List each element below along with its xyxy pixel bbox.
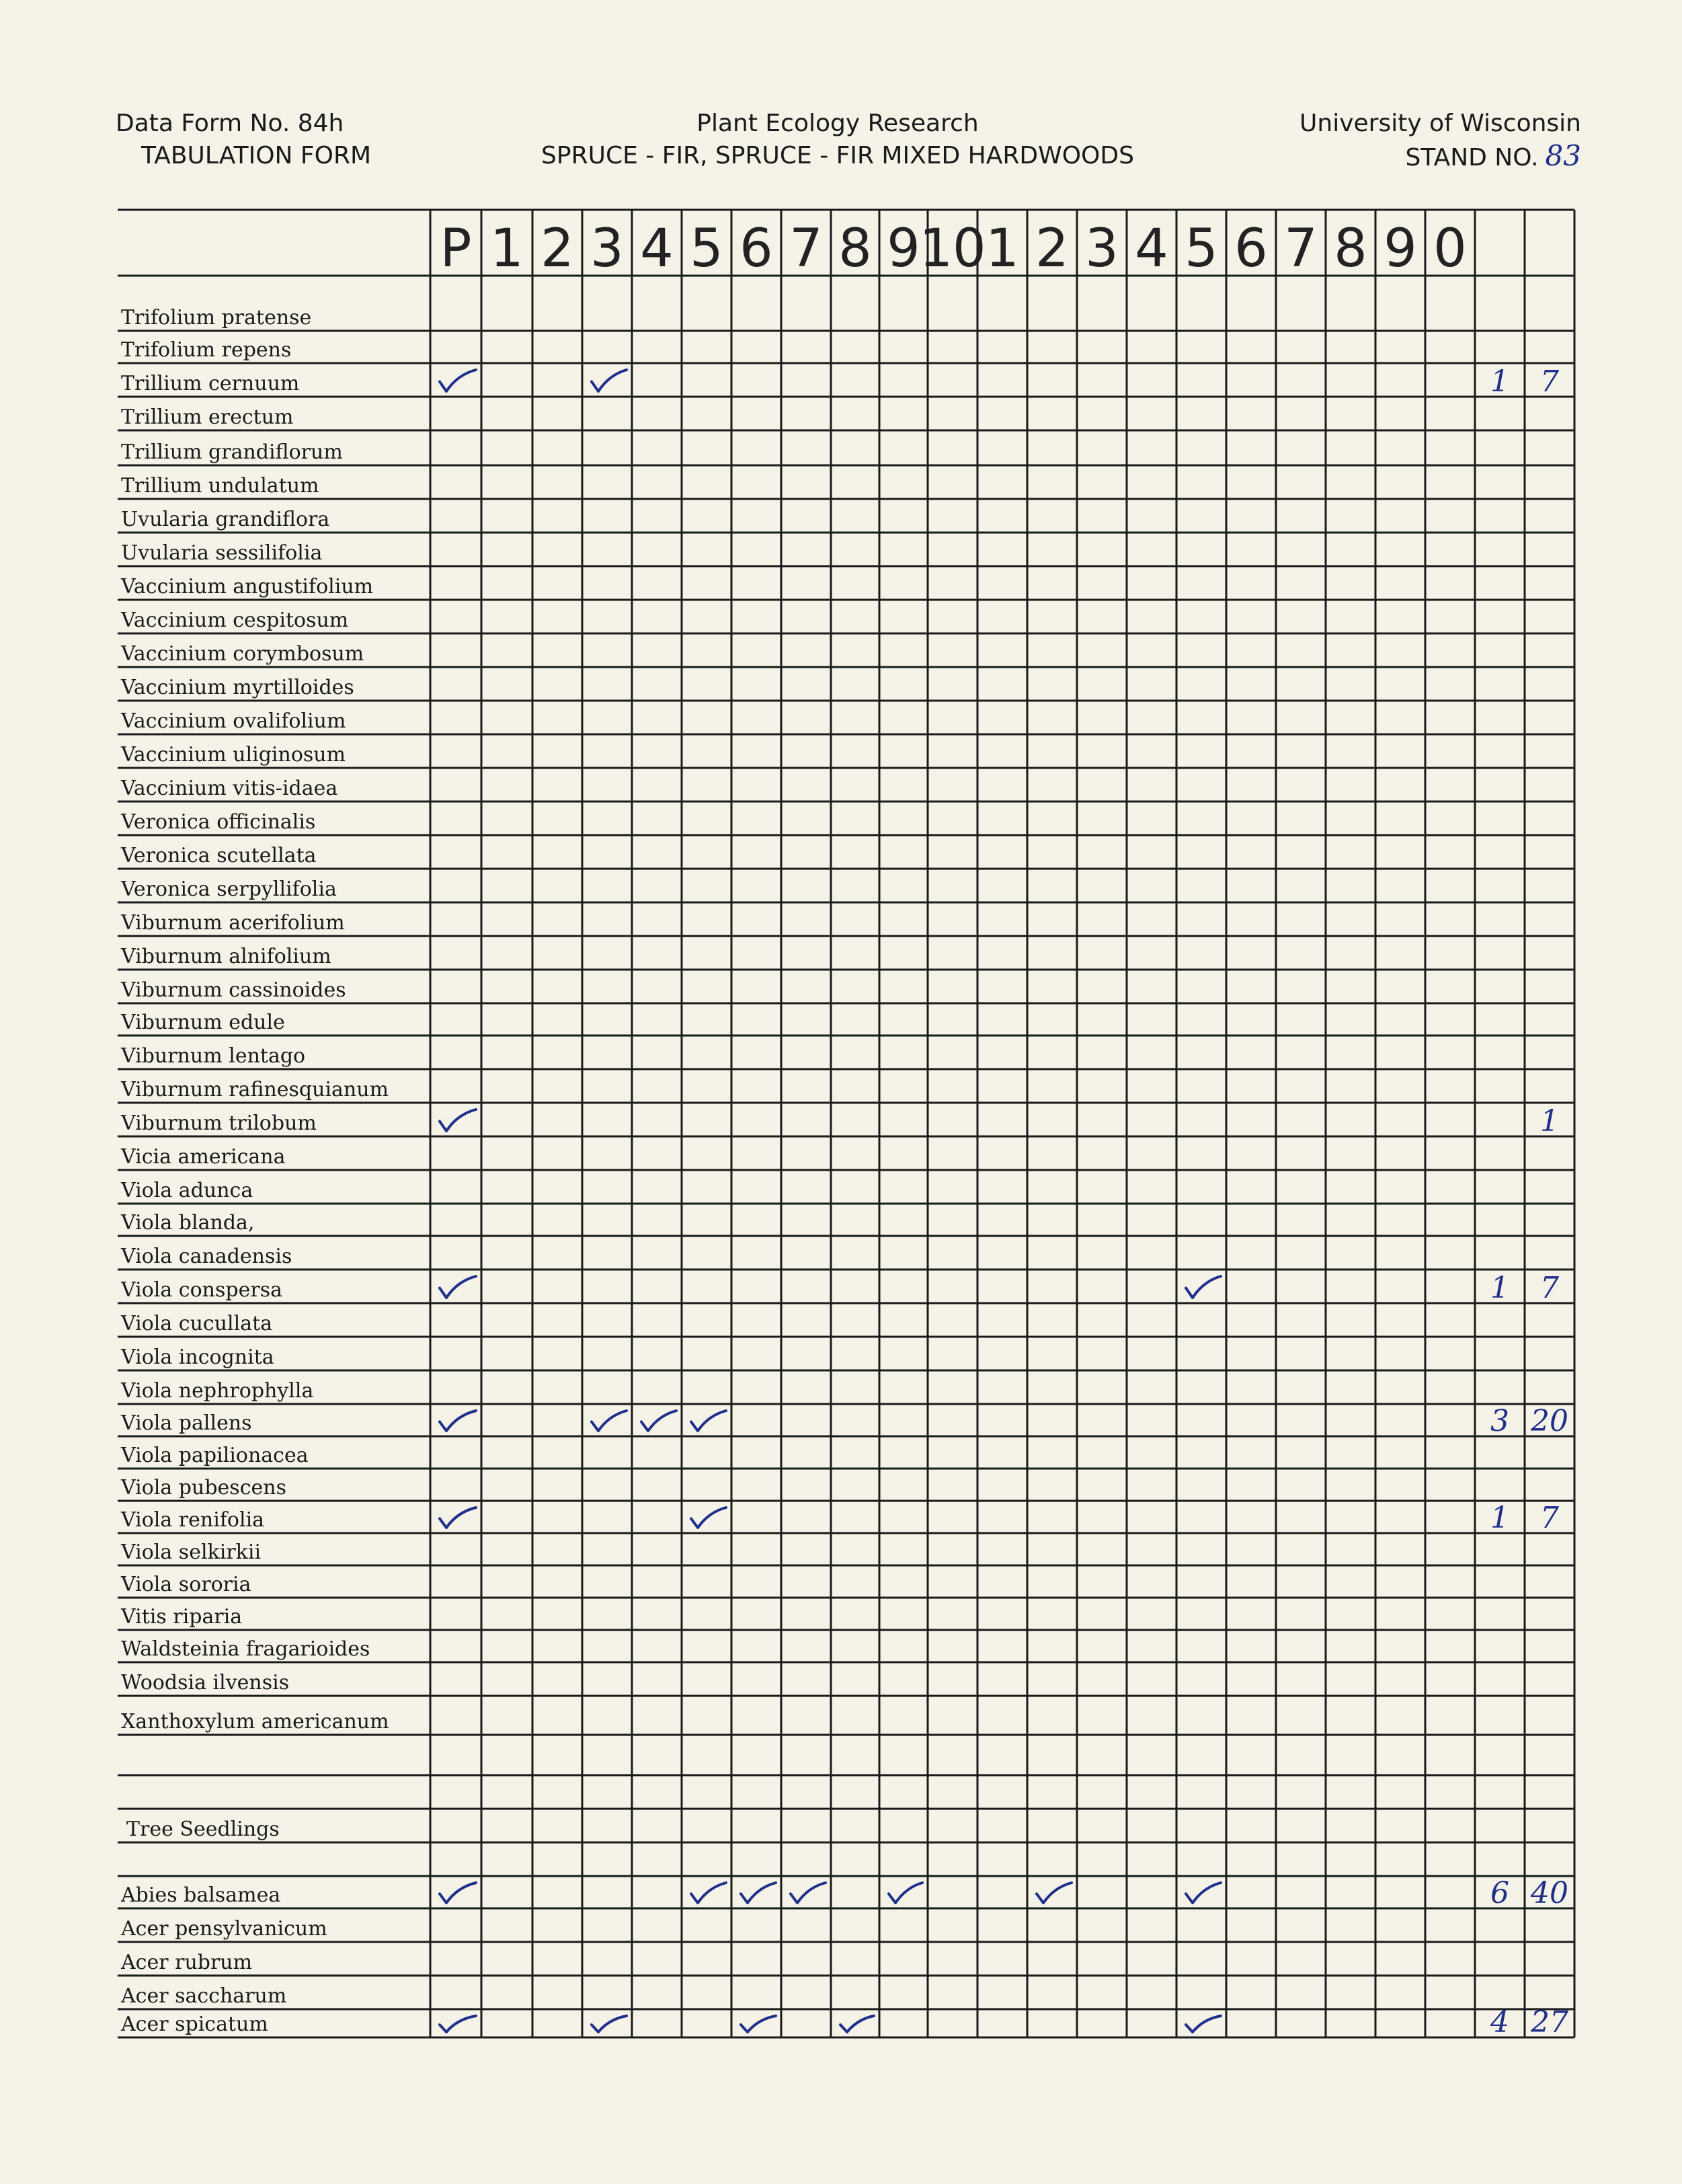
species-name: Acer pensylvanicum (121, 1917, 327, 1941)
frequency-count: 1 (1490, 1271, 1509, 1305)
form-type: TABULATION FORM (141, 142, 372, 169)
species-name: Veronica officinalis (121, 810, 316, 834)
column-header-12: 2 (1035, 219, 1069, 279)
species-name: Trillium undulatum (121, 474, 319, 498)
species-name: Acer spicatum (121, 2013, 268, 2036)
column-header-18: 8 (1334, 219, 1367, 279)
column-header-9: 9 (887, 219, 920, 279)
frequency-count: 3 (1490, 1404, 1509, 1438)
species-name: Viburnum rafinesquianum (121, 1078, 389, 1101)
species-name: Viola cucullata (121, 1312, 273, 1335)
species-name: Viola papilionacea (121, 1444, 309, 1467)
species-name: Viburnum lentago (121, 1044, 306, 1068)
species-name: Veronica serpyllifolia (121, 878, 337, 901)
column-header-13: 3 (1085, 219, 1119, 279)
check-mark (592, 370, 627, 391)
species-name: Vitis riparia (121, 1605, 243, 1629)
species-name: Xanthoxylum americanum (121, 1710, 389, 1733)
species-name: Vicia americana (121, 1145, 286, 1169)
frequency-percent: 7 (1540, 364, 1559, 399)
form-number: Data Form No. 84h (116, 110, 344, 137)
species-name: Abies balsamea (121, 1883, 281, 1907)
species-name: Trillium erectum (121, 405, 294, 429)
frequency-percent: 7 (1540, 1501, 1559, 1535)
species-name: Viola sororia (121, 1573, 251, 1596)
section-label: Tree Seedlings (126, 1818, 280, 1841)
frequency-count: 4 (1490, 2005, 1509, 2039)
column-header-3: 3 (590, 219, 624, 279)
species-name: Viola canadensis (121, 1245, 292, 1268)
species-name: Waldsteinia fragarioides (121, 1637, 370, 1661)
check-mark (840, 2016, 874, 2032)
form-subtitle: SPRUCE - FIR, SPRUCE - FIR MIXED HARDWOODS (541, 142, 1134, 169)
check-mark (440, 1109, 476, 1131)
check-mark (1186, 1276, 1221, 1298)
species-name: Trillium grandiflorum (121, 440, 343, 464)
column-header-16: 6 (1234, 219, 1268, 279)
column-header-15: 5 (1185, 219, 1218, 279)
check-mark (592, 2016, 627, 2032)
check-mark (741, 1883, 776, 1903)
stand-number-value: 83 (1545, 139, 1581, 172)
species-name: Viburnum alnifolium (121, 945, 331, 968)
check-mark (691, 1411, 726, 1431)
form-title: Plant Ecology Research (696, 110, 979, 137)
check-mark (741, 2016, 776, 2032)
species-name: Uvularia sessilifolia (121, 541, 323, 565)
check-mark (440, 1508, 476, 1528)
check-mark (1186, 2016, 1221, 2032)
species-name: Viburnum edule (121, 1011, 285, 1034)
species-name: Viburnum trilobum (121, 1112, 317, 1135)
frequency-count: 1 (1490, 364, 1509, 399)
check-mark (440, 370, 476, 391)
species-name: Acer rubrum (121, 1951, 253, 1974)
species-name: Viola adunca (121, 1179, 253, 1202)
stand-number-label: STAND NO. (1405, 144, 1539, 171)
column-header-6: 6 (739, 219, 773, 279)
species-name: Viola conspersa (121, 1278, 282, 1302)
frequency-count: 6 (1490, 1876, 1509, 1910)
check-mark (791, 1883, 826, 1903)
species-name: Vaccinium myrtilloides (121, 676, 354, 699)
frequency-percent: 7 (1540, 1271, 1559, 1305)
check-mark (691, 1508, 726, 1528)
check-mark (889, 1883, 922, 1903)
institution-name: University of Wisconsin (1299, 110, 1581, 137)
species-name: Viburnum acerifolium (121, 911, 345, 935)
species-name: Viola pubescens (121, 1476, 286, 1499)
column-header-20: 0 (1433, 219, 1467, 279)
frequency-percent: 20 (1531, 1404, 1568, 1438)
species-name: Viola nephrophylla (121, 1379, 314, 1403)
column-header-19: 9 (1384, 219, 1417, 279)
frequency-percent: 40 (1531, 1876, 1568, 1910)
check-mark (592, 1411, 627, 1431)
column-header-1: 1 (490, 219, 524, 279)
frequency-count: 1 (1490, 1501, 1509, 1535)
column-header-2: 2 (540, 219, 574, 279)
column-header-0: P (440, 219, 472, 279)
species-name: Uvularia grandiflora (121, 508, 330, 531)
species-name: Woodsia ilvensis (121, 1671, 290, 1694)
species-name: Viola pallens (121, 1411, 252, 1435)
column-header-10: 10 (919, 219, 986, 279)
column-header-8: 8 (838, 219, 872, 279)
species-name: Vaccinium uliginosum (121, 743, 346, 767)
check-mark (1186, 1883, 1221, 1903)
column-header-4: 4 (640, 219, 674, 279)
species-name: Viola renifolia (121, 1508, 265, 1532)
species-name: Viola blanda, (121, 1211, 255, 1235)
species-name: Vaccinium cespitosum (121, 609, 349, 632)
check-mark (440, 1883, 476, 1903)
species-name: Trillium cernuum (121, 372, 300, 395)
column-header-14: 4 (1135, 219, 1168, 279)
frequency-percent: 27 (1531, 2005, 1568, 2039)
species-name: Trifolium pratense (121, 306, 312, 329)
species-name: Viburnum cassinoides (121, 978, 346, 1002)
column-header-11: 1 (986, 219, 1019, 279)
check-mark (440, 2016, 476, 2032)
column-header-5: 5 (690, 219, 723, 279)
frequency-percent: 1 (1540, 1104, 1559, 1138)
check-mark (691, 1883, 726, 1903)
species-name: Acer saccharum (121, 1984, 287, 2008)
check-mark (641, 1411, 676, 1431)
species-name: Viola selkirkii (121, 1540, 262, 1564)
species-name: Veronica scutellata (121, 844, 317, 867)
column-header-17: 7 (1284, 219, 1318, 279)
column-header-7: 7 (789, 219, 823, 279)
species-name: Vaccinium vitis-idaea (121, 777, 338, 800)
species-name: Vaccinium angustifolium (121, 575, 374, 598)
check-mark (440, 1411, 476, 1431)
species-name: Vaccinium corymbosum (121, 642, 364, 666)
species-name: Trifolium repens (121, 338, 292, 362)
check-mark (440, 1276, 476, 1298)
check-mark (1037, 1883, 1072, 1903)
species-name: Viola incognita (121, 1346, 274, 1369)
species-name: Vaccinium ovalifolium (121, 709, 346, 733)
